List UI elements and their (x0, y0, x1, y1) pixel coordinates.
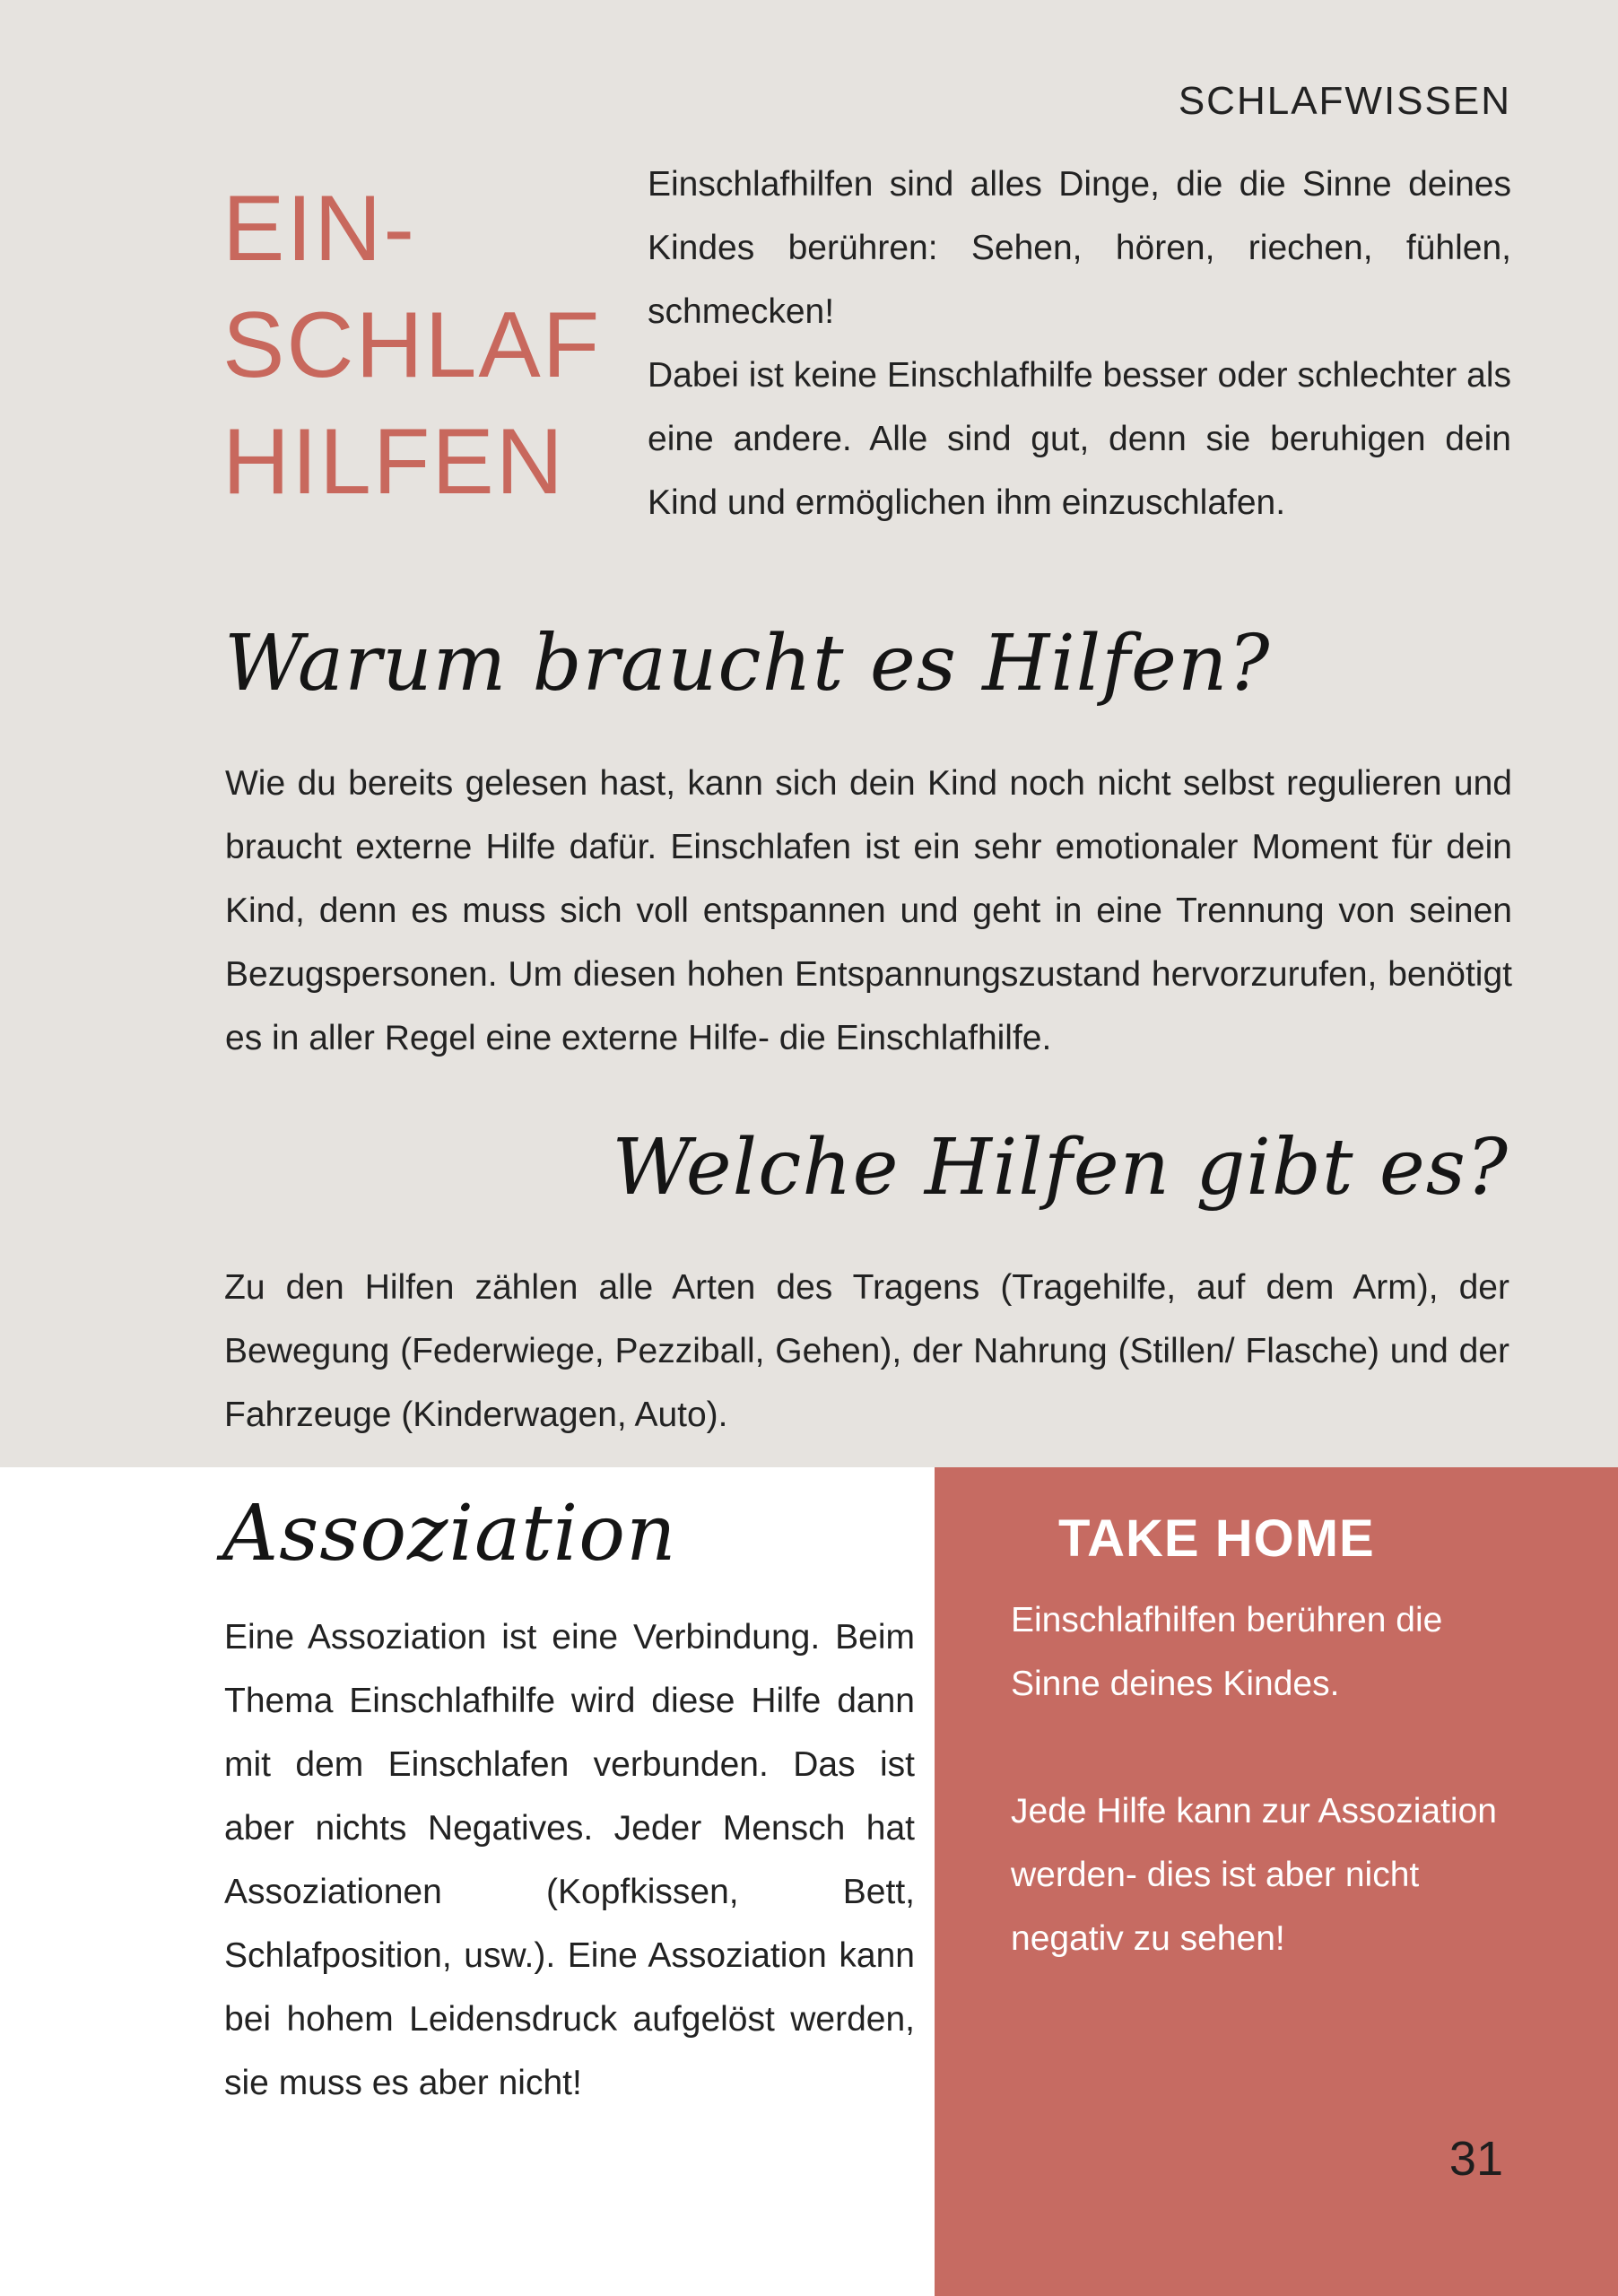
heading-assoziation: Assoziation (222, 1489, 677, 1578)
body-assoziation-paragraph: Eine Assoziation ist eine Verbindung. Beim Thema Einschlafhilfe wird diese Hilfe dann mit dem Einschlafen verbunden. Das ist aber nichts Negatives. Jeder Mensch hat Assoziationen (Kopfkissen, Bett, Schlafposition, usw.). Eine Assoziation kann bei hohem Leidensdruck aufgelöst werden, sie muss es aber nicht! (224, 1618, 915, 2102)
main-title-line: EIN- (222, 177, 416, 281)
body-welche (224, 1256, 1509, 1447)
take-home-title: TAKE HOME (1058, 1509, 1375, 1568)
heading-welche: Welche Hilfen gibt es? (612, 1123, 1509, 1213)
body-warum-paragraph: Wie du bereits gelesen hast, kann sich dein Kind noch nicht selbst regulieren und braucht externe Hilfe dafür. Einschlafen ist ein sehr emotionaler Moment für dein Kind, denn es muss sich voll entspannen und geht in eine Trennung von seinen Bezugspersonen. Um diesen hohen Entspannungszustand hervorzurufen, benötigt es in aller Regel eine externe Hilfe- die Einschlafhilfe. (225, 764, 1512, 1057)
heading-warum: Warum braucht es Hilfen? (224, 619, 1271, 709)
body-warum (225, 752, 1512, 1070)
intro-text (648, 152, 1511, 535)
main-title-line: HILFEN (222, 410, 565, 514)
take-home-point: Einschlafhilfen berühren die Sinne deines Kindes. (1011, 1601, 1443, 1703)
page-number: 31 (1448, 2132, 1503, 2186)
intro-paragraph: Dabei ist keine Einschlafhilfe besser oder schlechter als eine andere. Alle sind gut, denn sie beruhigen dein Kind und ermöglichen ihm einzuschlafen. (648, 356, 1511, 522)
main-title (222, 170, 601, 520)
body-assoziation (224, 1605, 915, 2115)
main-title-line: SCHLAF (222, 293, 602, 397)
body-welche-paragraph: Zu den Hilfen zählen alle Arten des Tragens (Tragehilfe, auf dem Arm), der Bewegung (Federwiege, Pezziball, Gehen), der Nahrung (Stillen/ Flasche) und der Fahrzeuge (Kinderwagen, Auto). (224, 1268, 1509, 1434)
intro-paragraph: Einschlafhilfen sind alles Dinge, die die Sinne deines Kindes berühren: Sehen, hören, riechen, fühlen, schmecken! (648, 165, 1511, 331)
take-home-point: Jede Hilfe kann zur Assoziation werden- dies ist aber nicht negativ zu sehen! (1011, 1792, 1497, 1958)
take-home-body (1011, 1588, 1513, 2034)
section-label: SCHLAFWISSEN (1178, 79, 1511, 123)
